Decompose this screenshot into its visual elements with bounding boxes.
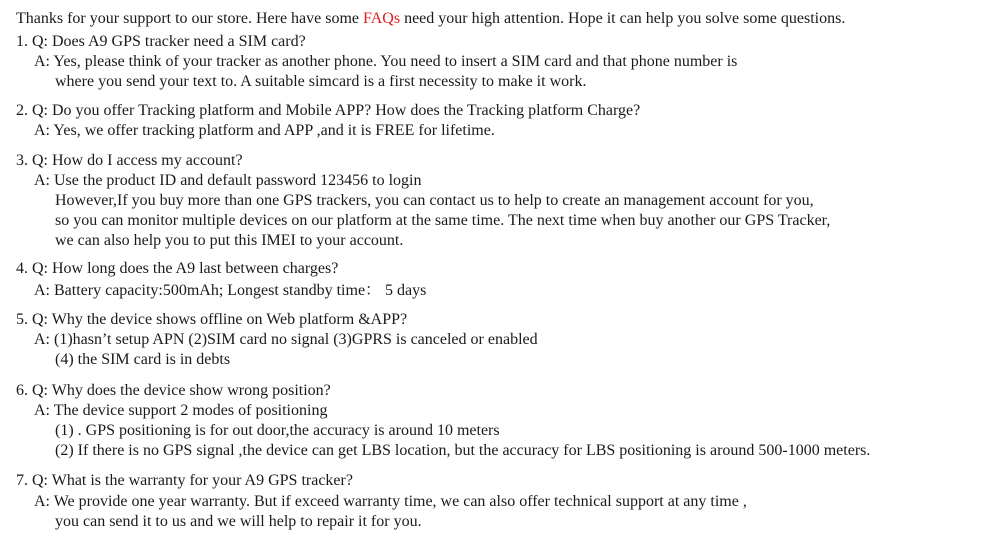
faqs-highlight: FAQs — [363, 10, 401, 27]
faq-6-answer-line-2: (1) . GPS positioning is for out door,the accuracy is around 10 meters — [55, 422, 500, 439]
faq-1-answer-line-1: A: Yes, please think of your tracker as another phone. You need to insert a SIM card and that phone number is — [34, 53, 738, 70]
intro-line — [16, 9, 845, 29]
faq-2-answer-line-1: A: Yes, we offer tracking platform and APP ,and it is FREE for lifetime. — [34, 122, 495, 139]
faq-6-answer-line-1: A: The device support 2 modes of positioning — [34, 402, 328, 419]
faq-3-question: 3. Q: How do I access my account? — [16, 152, 243, 169]
faq-3-answer-line-3: so you can monitor multiple devices on our platform at the same time. The next time when buy another our GPS Tracker, — [55, 212, 831, 229]
faq-1-question: 1. Q: Does A9 GPS tracker need a SIM card? — [16, 33, 306, 50]
faq-3-answer-line-2: However,If you buy more than one GPS trackers, you can contact us to help to create an management account for you, — [55, 192, 814, 209]
faq-7-question: 7. Q: What is the warranty for your A9 GPS tracker? — [16, 472, 353, 489]
faq-4-question: 4. Q: How long does the A9 last between charges? — [16, 260, 339, 277]
faq-5-answer-line-2: (4) the SIM card is in debts — [55, 351, 231, 368]
faq-6-answer-line-3: (2) If there is no GPS signal ,the device can get LBS location, but the accuracy for LBS positioning is around 500-1000 meters. — [55, 442, 871, 459]
faq-2-question: 2. Q: Do you offer Tracking platform and Mobile APP? How does the Tracking platform Charge? — [16, 102, 641, 119]
faq-5-answer-line-1: A: (1)hasn’t setup APN (2)SIM card no signal (3)GPRS is canceled or enabled — [34, 331, 538, 348]
faq-7-answer-line-1: A: We provide one year warranty. But if exceed warranty time, we can also offer technical support at any time , — [34, 493, 747, 510]
intro-text-after: need your high attention. Hope it can help you solve some questions. — [400, 10, 846, 27]
faq-7-answer-line-2: you can send it to us and we will help to repair it for you. — [55, 513, 422, 530]
faq-1-answer-line-2: where you send your text to. A suitable simcard is a first necessity to make it work. — [55, 73, 587, 90]
faq-4-answer-line-1: A: Battery capacity:500mAh; Longest standby time： 5 days — [34, 282, 427, 299]
faq-3-answer-line-4: we can also help you to put this IMEI to your account. — [55, 232, 404, 249]
faq-3-answer-line-1: A: Use the product ID and default password 123456 to login — [34, 172, 422, 189]
intro-text-before: Thanks for your support to our store. Here have some — [16, 10, 364, 27]
faq-5-question: 5. Q: Why the device shows offline on Web platform &APP? — [16, 311, 408, 328]
faq-6-question: 6. Q: Why does the device show wrong position? — [16, 382, 331, 399]
